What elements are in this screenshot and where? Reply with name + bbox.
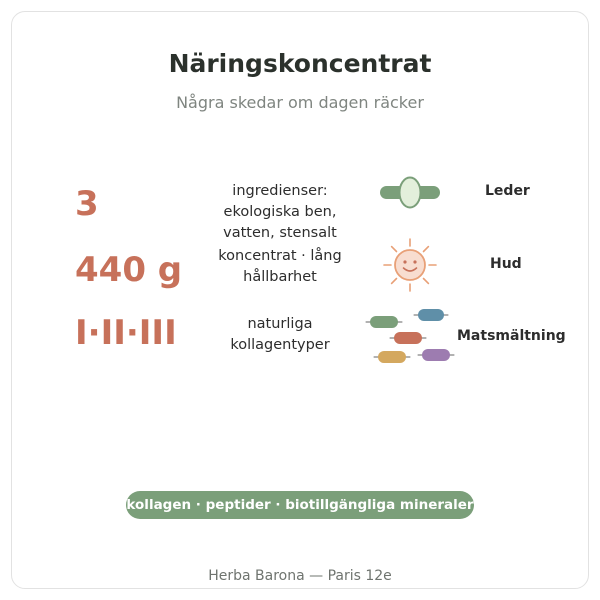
- stat-description: [170, 181, 390, 244]
- stat-collagen-types: I·II·III: [75, 313, 177, 353]
- description-line: ekologiska ben,: [223, 204, 337, 220]
- stat-description: [170, 314, 390, 356]
- ingredients-pill: kollagen · peptider · biotillgängliga mineraler: [126, 491, 474, 519]
- page-title: Näringskoncentrat: [168, 49, 432, 78]
- page-subtitle: Några skedar om dagen räcker: [176, 93, 424, 112]
- benefit-label-matsmaltning: Matsmältning: [457, 328, 566, 344]
- description-line: hållbarhet: [243, 269, 317, 285]
- stat-ingredient-count: 3: [75, 184, 99, 224]
- benefit-label-hud: Hud: [490, 256, 522, 272]
- footer-text: Herba Barona — Paris 12e: [208, 568, 392, 584]
- benefit-label-leder: Leder: [485, 183, 530, 199]
- gut-bacteria-icon: [364, 306, 456, 366]
- description-line: naturliga: [247, 316, 313, 332]
- description-line: kollagentyper: [230, 337, 330, 353]
- joint-bone-icon: [380, 176, 440, 210]
- description-line: koncentrat · lång: [218, 248, 342, 264]
- description-line: vatten, stensalt: [223, 225, 337, 241]
- stat-weight: 440 g: [75, 250, 183, 290]
- stat-description: [170, 246, 390, 288]
- smiling-sun-icon: [382, 237, 438, 293]
- description-line: ingredienser:: [232, 183, 328, 199]
